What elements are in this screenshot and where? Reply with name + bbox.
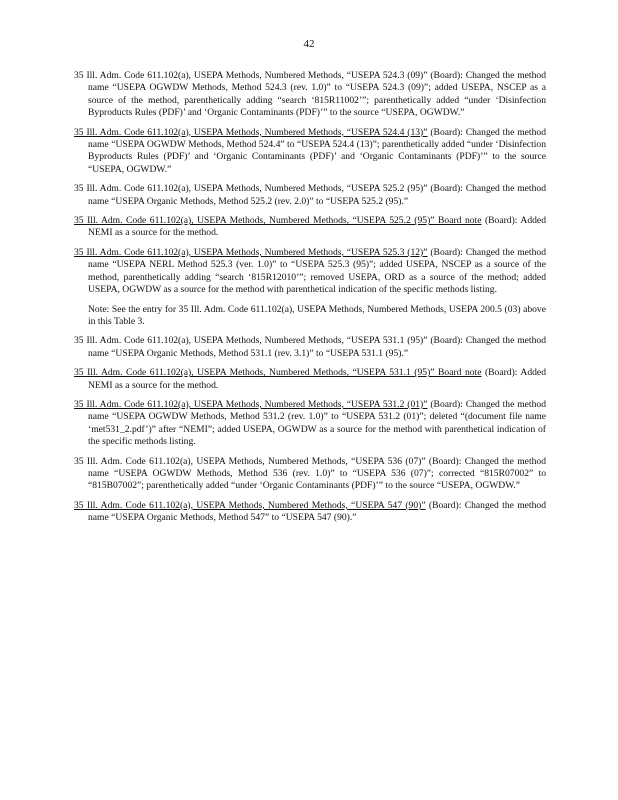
entries-list [74, 70, 546, 532]
list-item [74, 183, 546, 208]
entry-text: 35 Ill. Adm. Code 611.102(a), USEPA Methods, Numbered Methods, “USEPA 525.2 (95)” (Board): Changed the method name “USEPA Organic Methods, Method 525.2 (rev. 2.0)” to “USEPA 525.2 (95).” [74, 183, 546, 207]
entry-underlined-text: 35 Ill. Adm. Code 611.102(a), USEPA Methods, Numbered Methods, “USEPA 547 (90)” [74, 499, 426, 511]
list-item [74, 215, 546, 240]
list-item [74, 127, 546, 177]
list-item [74, 456, 546, 493]
entry-text: (Board): Changed the method name “USEPA OGWDW Methods, Method 531.2 (rev. 1.0)” to “USEPA 531.2 (01)”; deleted “(document file name ‘met531_2.pdf’)” after “NEMI”; added USEPA, OGWDW as a source for the method with parenthetical indication of the specific methods listing. [88, 398, 546, 448]
entry-text: 35 Ill. Adm. Code 611.102(a), USEPA Methods, Numbered Methods, “USEPA 536 (07)” (Board): Changed the method name “USEPA OGWDW Methods, Method 536 (rev. 1.0)” to “USEPA 536 (07)”; corrected “815R07002” to “815B07002”; parenthetically added “under ‘Organic Contaminants (PDF)’” to the source “USEPA, OGWDW.” [74, 455, 546, 492]
entry-underlined-text: 35 Ill. Adm. Code 611.102(a), USEPA Methods, Numbered Methods, “USEPA 531.1 (95)” Board note [74, 367, 482, 379]
list-item [74, 335, 546, 360]
list-item [74, 399, 546, 449]
entry-text: (Board): Added NEMI as a source for the method. [88, 367, 546, 391]
list-item [74, 70, 546, 120]
list-item [74, 500, 546, 525]
entry-text: (Board): Added NEMI as a source for the method. [88, 215, 546, 239]
entry-text: (Board): Changed the method name “USEPA NERL Method 525.3 (ver. 1.0)” to “USEPA 525.3 (95)”; added USEPA, NSCEP as a source of the method, parenthetically adding “search ‘815R12010’”; removed USEPA, ORD as a source of the method; added USEPA, OGWDW as a source for the method with parenthetical indication of the specific methods listing. [88, 246, 546, 296]
list-item [74, 367, 546, 392]
entry-underlined-text: 35 Ill. Adm. Code 611.102(a), USEPA Methods, Numbered Methods, “USEPA 524.4 (13)” [74, 126, 428, 138]
page-number: 42 [303, 38, 315, 50]
note-paragraph: Note: See the entry for 35 Ill. Adm. Code 611.102(a), USEPA Methods, Numbered Methods, USEPA 200.5 (03) above in this Table 3. [88, 303, 546, 327]
entry-text: (Board): Changed the method name “USEPA Organic Methods, Method 547” to “USEPA 547 (90).” [88, 499, 546, 524]
entry-text: (Board): Changed the method name “USEPA OGWDW Methods, Method 524.4” to “USEPA 524.4 (13)”; parenthetically added “under ‘Disinfection Byproducts Rules (PDF)’ and ‘Organic Contaminants (PDF)’ and ‘Organic Contaminants (PDF)’” to the source “USEPA, OGWDW.” [88, 126, 546, 175]
entry-underlined-text: 35 Ill. Adm. Code 611.102(a), USEPA Methods, Numbered Methods, “USEPA 525.3 (12)” [74, 246, 428, 258]
entry-underlined-text: 35 Ill. Adm. Code 611.102(a), USEPA Methods, Numbered Methods, “USEPA 525.2 (95)” Board note [74, 215, 482, 227]
entry-text: 35 Ill. Adm. Code 611.102(a), USEPA Methods, Numbered Methods, “USEPA 531.1 (95)” (Board): Changed the method name “USEPA Organic Methods, Method 531.1 (rev. 3.1)” to “USEPA 531.1 (95).” [74, 335, 546, 359]
list-item [74, 247, 546, 297]
entry-underlined-text: 35 Ill. Adm. Code 611.102(a), USEPA Methods, Numbered Methods, “USEPA 531.2 (01)” [74, 398, 428, 410]
entry-text: 35 Ill. Adm. Code 611.102(a), USEPA Methods, Numbered Methods, “USEPA 524.3 (09)” (Board): Changed the method name “USEPA OGWDW Methods, Method 524.3 (rev. 1.0)” to “USEPA 524.3 (09)”; added USEPA, NSCEP as a source of the method, parenthetically adding “search ‘815R11002’”; parenthetically added “under ‘Disinfection Byproducts Rules (PDF)’ and ‘Organic Contaminants (PDF)’” to the source “USEPA, OGWDW.” [74, 70, 546, 119]
